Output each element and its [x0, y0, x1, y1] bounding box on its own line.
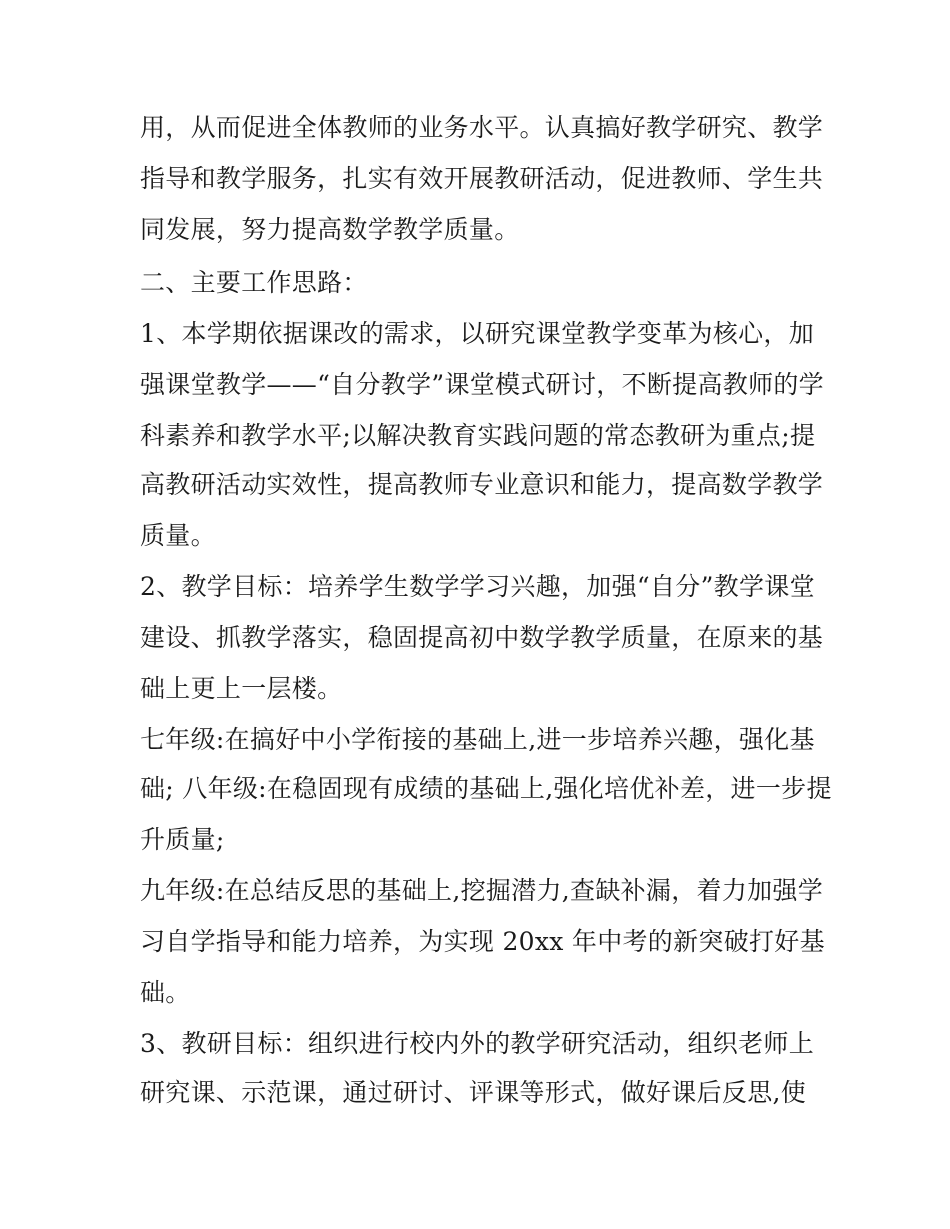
paragraph-line: 高教研活动实效性，提高教师专业意识和能力，提高数学教学 [140, 470, 824, 499]
paragraph-line: 七年级:在搞好中小学衔接的基础上,进一步培养兴趣，强化基 [140, 725, 815, 754]
paragraph-line: 习自学指导和能力培养，为实现 20xx 年中考的新突破打好基 [140, 927, 825, 956]
paragraph-line: 同发展，努力提高数学教学质量。 [140, 215, 520, 244]
paragraph-line: 础; 八年级:在稳固现有成绩的基础上,强化培优补差，进一步提 [140, 774, 832, 803]
paragraph-line: 用，从而促进全体教师的业务水平。认真搞好教学研究、教学 [140, 113, 824, 142]
paragraph-line: 2、教学目标：培养学生数学学习兴趣，加强“自分”教学课堂 [140, 572, 815, 601]
paragraph-line: 础。 [140, 978, 191, 1007]
paragraph-line: 强课堂教学——“自分教学”课堂模式研讨，不断提高教师的学 [140, 370, 824, 399]
paragraph-line: 3、教研目标：组织进行校内外的教学研究活动，组织老师上 [140, 1029, 815, 1058]
paragraph-line: 建设、抓教学落实，稳固提高初中数学教学质量，在原来的基 [140, 623, 824, 652]
paragraph-line: 础上更上一层楼。 [140, 674, 343, 703]
section-heading: 二、主要工作思路： [140, 268, 368, 297]
paragraph-line: 1、本学期依据课改的需求，以研究课堂教学变革为核心，加 [140, 319, 815, 348]
paragraph-line: 科素养和教学水平;以解决教育实践问题的常态教研为重点;提 [140, 421, 816, 450]
paragraph-line: 质量。 [140, 521, 216, 550]
paragraph-line: 研究课、示范课，通过研讨、评课等形式，做好课后反思,使 [140, 1078, 807, 1107]
paragraph-line: 指导和教学服务，扎实有效开展教研活动，促进教师、学生共 [140, 164, 824, 193]
paragraph-line: 升质量; [140, 825, 225, 854]
paragraph-line: 九年级:在总结反思的基础上,挖掘潜力,查缺补漏，着力加强学 [140, 876, 824, 905]
